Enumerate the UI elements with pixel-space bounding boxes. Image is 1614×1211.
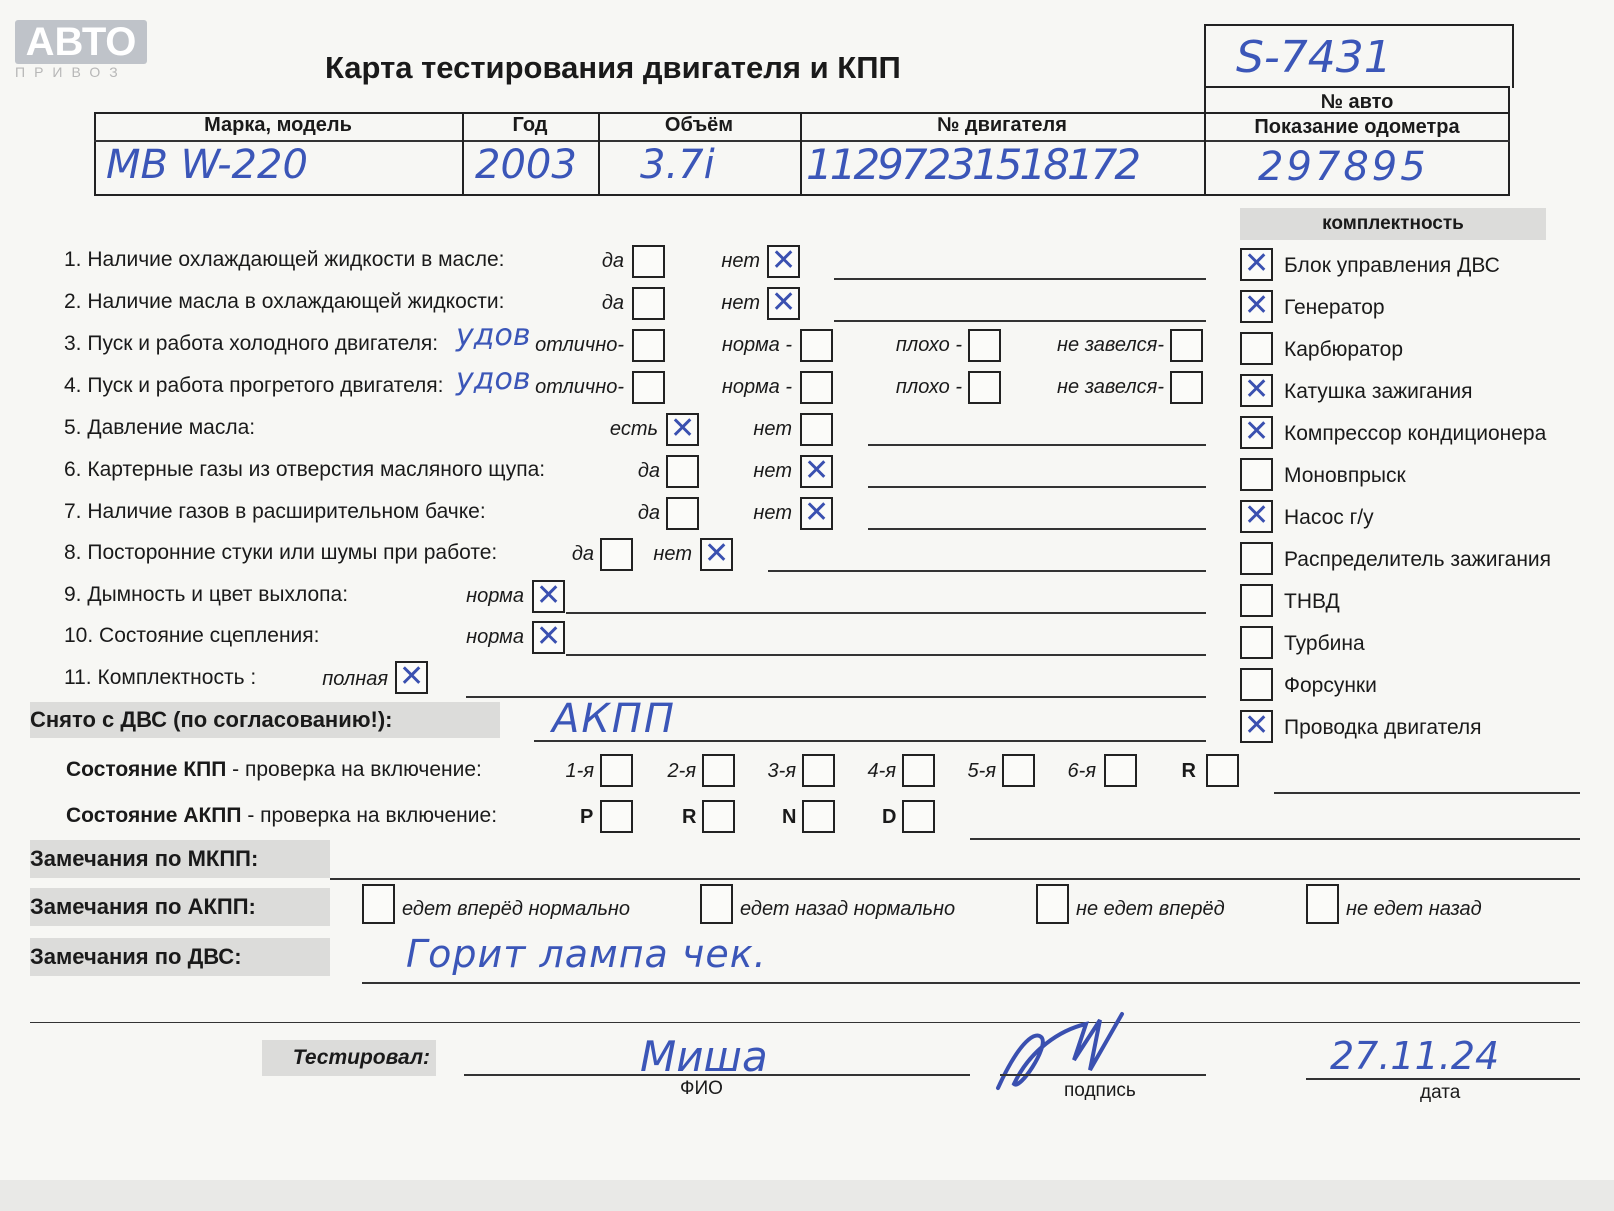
write-line (868, 444, 1206, 446)
check-11-full-box[interactable] (395, 661, 428, 694)
akpp-label-rest: - проверка на включение: (241, 804, 498, 827)
option-label: да (601, 250, 624, 272)
check-5-yes-box[interactable] (666, 413, 699, 446)
write-line (868, 528, 1206, 530)
write-line (566, 612, 1206, 614)
write-line (566, 654, 1206, 656)
value-volume: 3.7i (640, 142, 715, 188)
check-1-yes-box[interactable] (632, 245, 665, 278)
check-number: 4. (64, 374, 82, 397)
check-10-label (64, 624, 319, 648)
write-line (768, 570, 1206, 572)
check-6-yes-box[interactable] (666, 455, 699, 488)
check-7-no-box[interactable] (800, 497, 833, 530)
value-odometer: 297895 (1258, 144, 1429, 190)
gear-6-box[interactable] (1104, 754, 1137, 787)
test-date: 27.11.24 (1330, 1034, 1500, 1078)
akpp-option-label: не едет вперёд (1076, 898, 1225, 920)
check-text: Давление масла: (87, 416, 256, 439)
akpp-label (66, 804, 497, 828)
option-label: не завелся- (1057, 376, 1164, 398)
name-line (464, 1074, 970, 1076)
signature-caption: подпись (1064, 1080, 1136, 1101)
avtoprivoz-logo: АВТО (15, 20, 147, 64)
check-3-excellent-box[interactable] (632, 329, 665, 362)
comp-ps-pump-box[interactable] (1240, 500, 1273, 533)
option-label: норма - (721, 334, 792, 356)
write-line (834, 320, 1206, 322)
car-number-value: S-7431 (1236, 32, 1392, 83)
option-label: нет (721, 292, 760, 314)
check-6-no-box[interactable] (800, 455, 833, 488)
check-6-label (64, 458, 545, 482)
akpp-no-forward-box[interactable] (1036, 884, 1069, 924)
write-line (868, 486, 1206, 488)
check-8-no-box[interactable] (700, 538, 733, 571)
option-label: нет (653, 543, 692, 565)
akpp-label-bold: Состояние АКПП (66, 804, 242, 827)
check-9-normal-box[interactable] (532, 580, 565, 613)
removed-value: АКПП (552, 696, 676, 742)
kpp-label (66, 758, 482, 782)
check-number: 10. (64, 624, 94, 647)
gear-label: R (1181, 760, 1196, 782)
check-3-label (64, 332, 438, 356)
mode-label: R (682, 806, 697, 828)
comp-ignition-coil-label: Катушка зажигания (1284, 380, 1473, 403)
comp-mono-injection-box[interactable] (1240, 458, 1273, 491)
check-text: Состояние сцепления: (99, 624, 320, 647)
check-text: Картерные газы из отверстия масляного щупа: (87, 458, 546, 481)
gear-label: 3-я (767, 760, 796, 782)
check-2-label (64, 290, 504, 314)
comp-injection-pump-label: ТНВД (1284, 590, 1340, 613)
comp-generator-box[interactable] (1240, 290, 1273, 323)
card-title: Карта тестирования двигателя и КПП (325, 50, 901, 85)
akpp-forward-ok-box[interactable] (362, 884, 395, 924)
remarks-dvs-value: Горит лампа чек. (406, 932, 767, 976)
gear-3-box[interactable] (802, 754, 835, 787)
option-label: плохо - (895, 376, 962, 398)
gear-label: 4-я (867, 760, 896, 782)
comp-ecu-box[interactable] (1240, 248, 1273, 281)
mode-label: N (782, 806, 797, 828)
check-3-bad-box[interactable] (968, 329, 1001, 362)
gear-1-box[interactable] (600, 754, 633, 787)
logo-subtext: ПРИВОЗ (15, 64, 127, 80)
check-text: Наличие охлаждающей жидкости в масле: (87, 248, 505, 271)
check-8-label (64, 541, 497, 565)
gear-label: 5-я (967, 760, 996, 782)
mode-label: P (580, 806, 594, 828)
gear-4-box[interactable] (902, 754, 935, 787)
comp-ac-compressor-label: Компрессор кондиционера (1284, 422, 1547, 445)
completeness-heading: комплектность (1240, 208, 1546, 240)
comp-wiring-box[interactable] (1240, 710, 1273, 743)
header-make-model: Марка, модель (204, 114, 352, 136)
check-8-yes-box[interactable] (600, 538, 633, 571)
gear-5-box[interactable] (1002, 754, 1035, 787)
check-5-no-box[interactable] (800, 413, 833, 446)
gear-2-box[interactable] (702, 754, 735, 787)
check-number: 7. (64, 500, 82, 523)
write-line (362, 982, 1580, 984)
check-10-normal-box[interactable] (532, 621, 565, 654)
check-text: Наличие масла в охлаждающей жидкости: (87, 290, 505, 313)
check-7-yes-box[interactable] (666, 497, 699, 530)
check-number: 2. (64, 290, 82, 313)
write-line (834, 278, 1206, 280)
akpp-no-reverse-box[interactable] (1306, 884, 1339, 924)
check-4-label (64, 374, 444, 398)
check-number: 11. (64, 666, 92, 689)
check-number: 9. (64, 583, 82, 606)
comp-wiring-label: Проводка двигателя (1284, 716, 1482, 739)
comp-turbo-label: Турбина (1284, 632, 1365, 655)
check-9-label (64, 583, 348, 607)
signature-line (1000, 1074, 1206, 1076)
car-number-label: № авто (1204, 86, 1510, 114)
comp-turbo-box[interactable] (1240, 626, 1273, 659)
check-2-yes-box[interactable] (632, 287, 665, 320)
remarks-akpp-label: Замечания по АКПП: (30, 888, 330, 926)
write-line (1274, 792, 1580, 794)
check-7-label (64, 500, 486, 524)
option-label: плохо - (895, 334, 962, 356)
comp-carburetor-label: Карбюратор (1284, 338, 1404, 361)
kpp-label-bold: Состояние КПП (66, 758, 227, 781)
option-label: норма (466, 585, 524, 607)
write-line (330, 878, 1580, 880)
option-label: нет (753, 418, 792, 440)
removed-label: Снято с ДВС (по согласованию!): (30, 702, 500, 738)
comp-injection-pump-box[interactable] (1240, 584, 1273, 617)
option-label: норма - (721, 376, 792, 398)
check-3-normal-box[interactable] (800, 329, 833, 362)
check-4-normal-box[interactable] (800, 371, 833, 404)
check-4-note: удов (456, 362, 531, 397)
option-label: да (637, 460, 660, 482)
comp-distributor-label: Распределитель зажигания (1284, 548, 1552, 571)
divider-line (30, 1022, 1580, 1023)
value-make-model: MB W-220 (106, 142, 308, 188)
akpp-option-label: не едет назад (1346, 898, 1482, 920)
header-engine-number: № двигателя (937, 114, 1067, 136)
check-number: 5. (64, 416, 82, 439)
remarks-mkpp-label: Замечания по МКПП: (30, 840, 330, 878)
comp-injectors-label: Форсунки (1284, 674, 1377, 697)
akpp-option-label: едет назад нормально (740, 898, 956, 920)
option-label: да (601, 292, 624, 314)
comp-carburetor-box[interactable] (1240, 332, 1273, 365)
remarks-dvs-label: Замечания по ДВС: (30, 938, 330, 976)
check-text: Пуск и работа холодного двигателя: (87, 332, 439, 355)
check-3-note: удов (456, 318, 531, 353)
gear-label: 1-я (565, 760, 594, 782)
tested-by-label: Тестировал: (262, 1040, 436, 1076)
check-text: Пуск и работа прогретого двигателя: (87, 374, 444, 397)
check-number: 6. (64, 458, 82, 481)
akpp-option-label: едет вперёд нормально (402, 898, 631, 920)
mode-n-box[interactable] (802, 800, 835, 833)
comp-injectors-box[interactable] (1240, 668, 1273, 701)
mode-r-box[interactable] (702, 800, 735, 833)
comp-mono-injection-label: Моновпрыск (1284, 464, 1406, 487)
write-line (534, 740, 1206, 742)
option-label: да (637, 502, 660, 524)
option-label: отлично- (535, 376, 624, 398)
mode-label: D (882, 806, 897, 828)
check-3-no-start-box[interactable] (1170, 329, 1203, 362)
check-4-no-start-box[interactable] (1170, 371, 1203, 404)
name-caption: ФИО (680, 1078, 723, 1099)
car-number-box (1204, 24, 1514, 88)
header-odometer: Показание одометра (1254, 116, 1460, 138)
comp-generator-label: Генератор (1284, 296, 1385, 319)
check-text: Комплектность : (97, 666, 257, 689)
check-4-excellent-box[interactable] (632, 371, 665, 404)
check-number: 8. (64, 541, 82, 564)
check-1-no-box[interactable] (767, 245, 800, 278)
header-volume: Объём (664, 114, 734, 136)
comp-ecu-label: Блок управления ДВС (1284, 254, 1500, 277)
comp-distributor-box[interactable] (1240, 542, 1273, 575)
write-line (970, 838, 1580, 840)
option-label: не завелся- (1057, 334, 1164, 356)
value-engine-number: 11297231518172 (806, 140, 1139, 189)
mode-p-box[interactable] (600, 800, 633, 833)
check-number: 1. (64, 248, 82, 271)
check-1-label (64, 248, 504, 272)
date-line (1306, 1078, 1580, 1080)
check-5-label (64, 416, 255, 440)
check-11-label (64, 666, 256, 690)
comp-ac-compressor-box[interactable] (1240, 416, 1273, 449)
date-caption: дата (1420, 1082, 1461, 1103)
header-year: Год (512, 114, 548, 136)
option-label: есть (609, 418, 658, 440)
check-text: Посторонние стуки или шумы при работе: (87, 541, 498, 564)
comp-ignition-coil-box[interactable] (1240, 374, 1273, 407)
gear-label: 6-я (1067, 760, 1096, 782)
comp-ps-pump-label: Насос г/у (1284, 506, 1374, 529)
check-text: Дымность и цвет выхлопа: (87, 583, 349, 606)
option-label: полная (322, 668, 388, 690)
option-label: норма (466, 626, 524, 648)
akpp-reverse-ok-box[interactable] (700, 884, 733, 924)
check-4-bad-box[interactable] (968, 371, 1001, 404)
mode-d-box[interactable] (902, 800, 935, 833)
option-label: нет (721, 250, 760, 272)
check-2-no-box[interactable] (767, 287, 800, 320)
gear-label: 2-я (667, 760, 696, 782)
option-label: нет (753, 502, 792, 524)
gear-r-box[interactable] (1206, 754, 1239, 787)
check-number: 3. (64, 332, 82, 355)
value-year: 2003 (475, 142, 577, 188)
tester-name: Миша (640, 1032, 768, 1081)
option-label: нет (753, 460, 792, 482)
check-text: Наличие газов в расширительном бачке: (87, 500, 486, 523)
option-label: да (571, 543, 594, 565)
kpp-label-rest: - проверка на включение: (226, 758, 482, 781)
option-label: отлично- (535, 334, 624, 356)
